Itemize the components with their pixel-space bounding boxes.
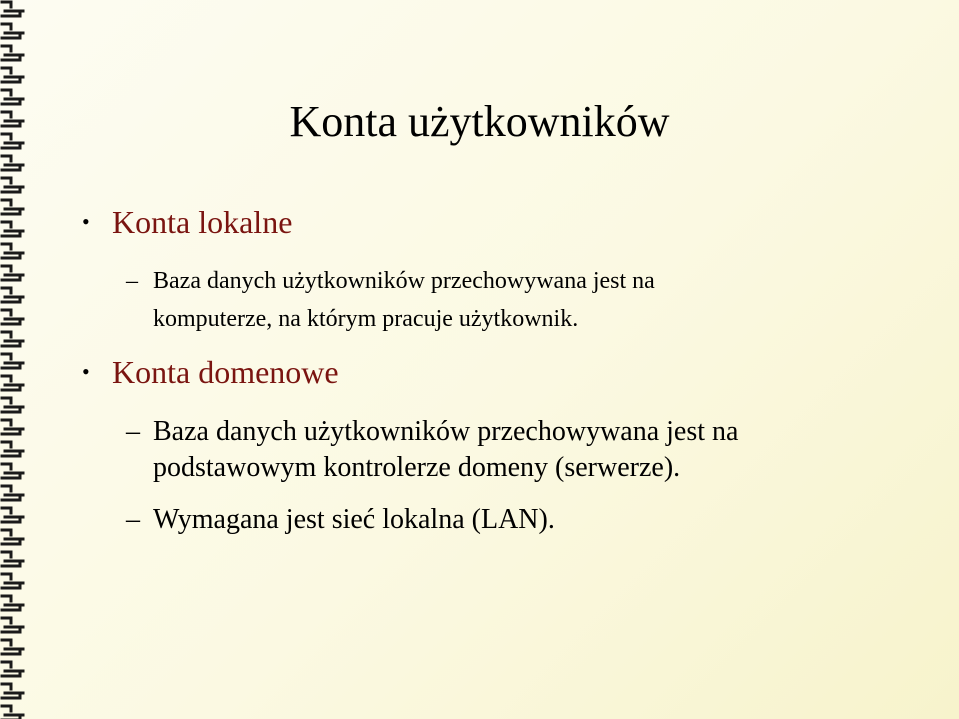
subitem-line: Baza danych użytkowników przechowywana jest na (153, 416, 739, 447)
bullet-icon: • (82, 209, 90, 234)
binding-ring (2, 662, 23, 676)
binding-ring (2, 376, 23, 390)
binding-ring (2, 596, 23, 610)
binding-ring (2, 332, 23, 346)
binding-ring (2, 706, 23, 719)
binding-ring (2, 552, 23, 566)
bullet-label: Konta lokalne (112, 204, 293, 240)
dash-icon: – (126, 416, 140, 447)
subitem-domain-db (126, 414, 738, 450)
binding-ring (2, 354, 23, 368)
binding-ring (2, 618, 23, 632)
bullet-label: Konta domenowe (112, 354, 339, 390)
binding-ring (2, 24, 23, 38)
binding-ring (2, 244, 23, 258)
dash-icon: – (126, 268, 138, 294)
dash-icon: – (126, 504, 140, 535)
subitem-line: komputerze, na którym pracuje użytkownik. (153, 306, 579, 332)
subitem-line: podstawowym kontrolerze domeny (serwerze). (153, 452, 681, 483)
binding-ring (2, 442, 23, 456)
binding-ring (2, 310, 23, 324)
subitem-local-db (126, 266, 655, 296)
binding-ring (2, 464, 23, 478)
slide-title: Konta użytkowników (289, 97, 670, 146)
binding-ring (2, 574, 23, 588)
binding-ring (2, 156, 23, 170)
binding-ring (2, 420, 23, 434)
binding-ring (2, 222, 23, 236)
binding-ring (2, 508, 23, 522)
subitem-local-db-cont (153, 304, 578, 334)
bullet-konta-lokalne (82, 202, 292, 242)
binding-ring (2, 46, 23, 60)
binding-ring (2, 486, 23, 500)
subitem-line: Baza danych użytkowników przechowywana jest na (153, 268, 655, 294)
binding-ring (2, 178, 23, 192)
binding-ring (2, 530, 23, 544)
binding-ring (2, 640, 23, 654)
subitem-lan-required (126, 502, 555, 538)
binding-ring (2, 200, 23, 214)
binding-ring (2, 684, 23, 698)
subitem-domain-db-cont (153, 450, 680, 486)
binding-ring (2, 2, 23, 16)
subitem-line: Wymagana jest sieć lokalna (LAN). (153, 504, 555, 535)
binding-ring (2, 68, 23, 82)
binding-ring (2, 266, 23, 280)
bullet-icon: • (82, 359, 90, 384)
bullet-konta-domenowe (82, 352, 339, 392)
binding-ring (2, 398, 23, 412)
binding-ring (2, 288, 23, 302)
